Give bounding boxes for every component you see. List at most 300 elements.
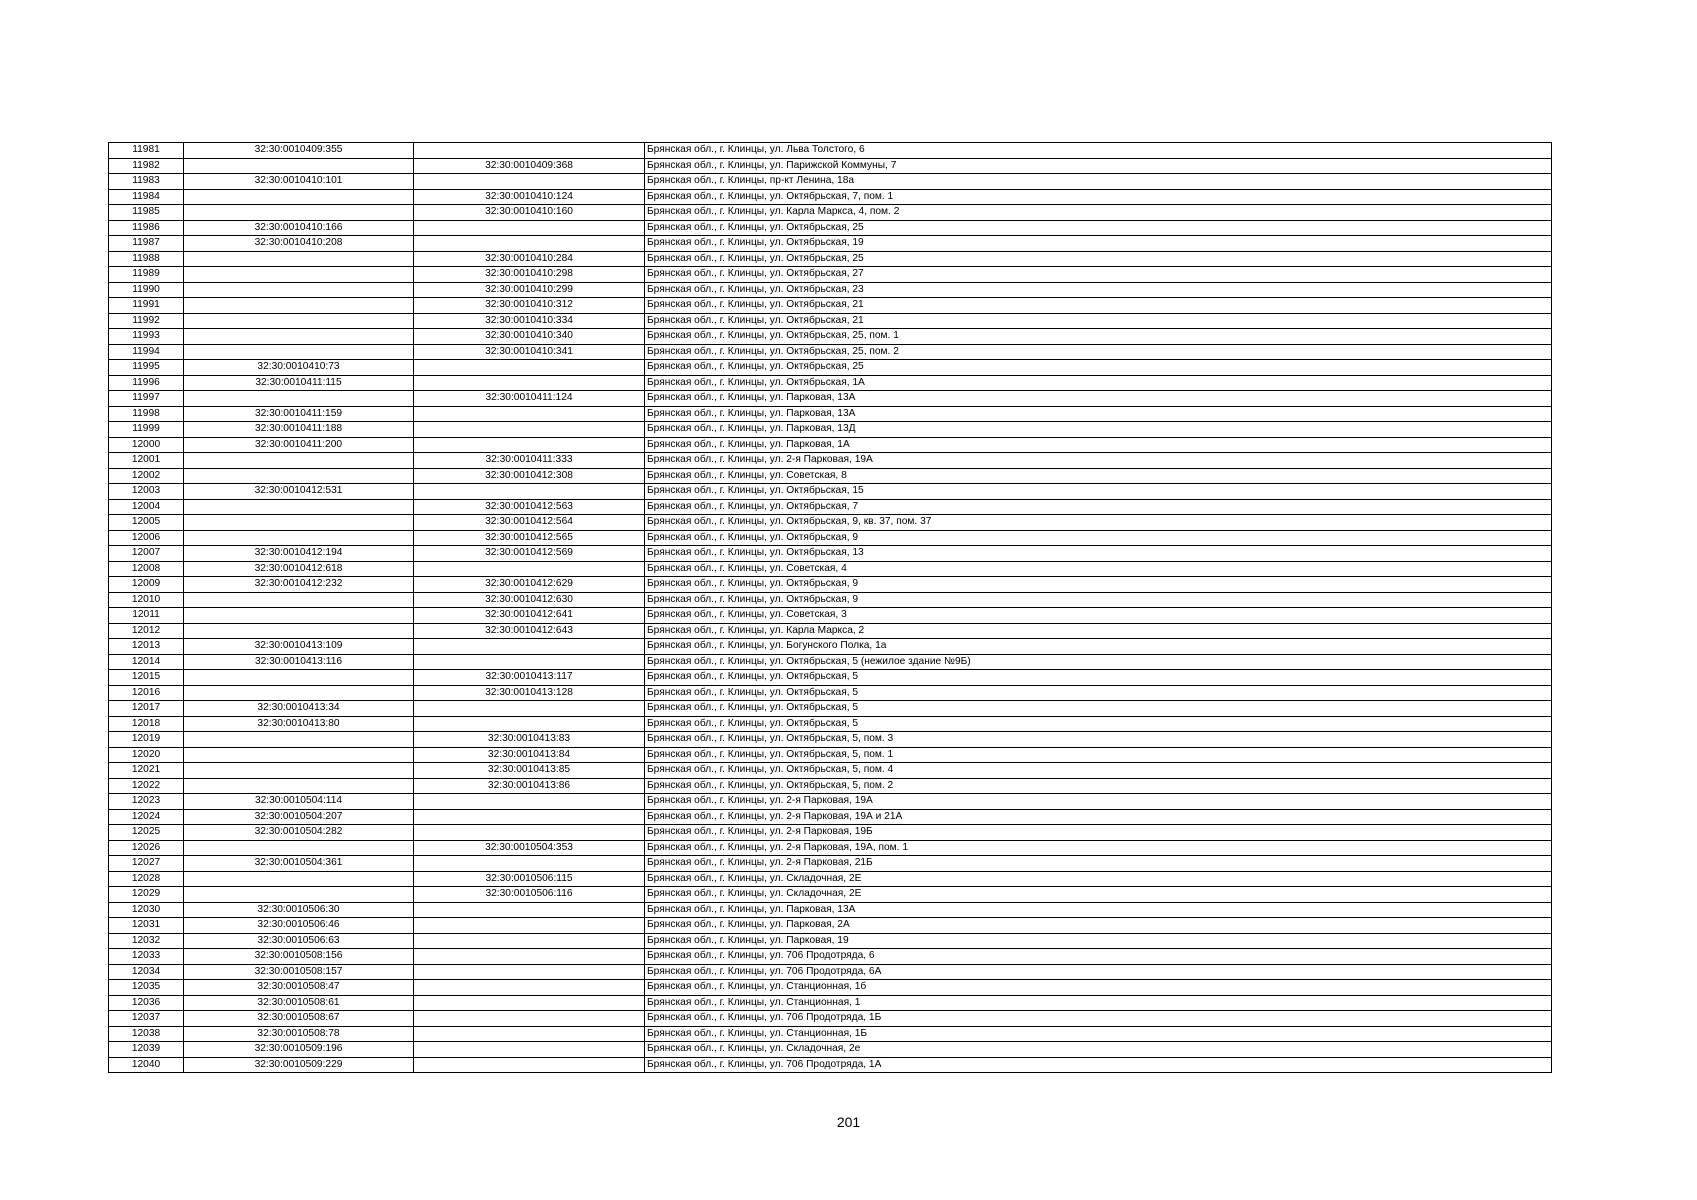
cadastral-number-cell: 32:30:0010410:101 <box>184 174 414 190</box>
cadastral-number-cell <box>184 468 414 484</box>
address-cell: Брянская обл., г. Клинцы, ул. Октябрьская, 25, пом. 1 <box>645 329 1552 345</box>
address-cell: Брянская обл., г. Клинцы, ул. Станционная, 1Б <box>645 1026 1552 1042</box>
cadastral-number-cell <box>184 670 414 686</box>
cadastral-number-cell <box>184 871 414 887</box>
address-cell: Брянская обл., г. Клинцы, ул. Октябрьская, 27 <box>645 267 1552 283</box>
cadastral-number-cell: 32:30:0010508:78 <box>184 1026 414 1042</box>
building-cadastral-number-cell <box>414 422 645 438</box>
cadastral-number-cell <box>184 251 414 267</box>
address-cell: Брянская обл., г. Клинцы, ул. Октябрьская, 5, пом. 4 <box>645 763 1552 779</box>
table-row <box>109 732 1552 748</box>
cadastral-number-cell <box>184 747 414 763</box>
building-cadastral-number-cell <box>414 716 645 732</box>
table-row <box>109 158 1552 174</box>
table-row <box>109 174 1552 190</box>
address-cell: Брянская обл., г. Клинцы, ул. Парковая, 2А <box>645 918 1552 934</box>
cadastral-number-cell: 32:30:0010410:73 <box>184 360 414 376</box>
address-cell: Брянская обл., г. Клинцы, ул. Октябрьская, 9 <box>645 577 1552 593</box>
row-number-cell: 12032 <box>109 933 184 949</box>
building-cadastral-number-cell: 32:30:0010411:333 <box>414 453 645 469</box>
row-number-cell: 12024 <box>109 809 184 825</box>
cadastral-number-cell: 32:30:0010413:116 <box>184 654 414 670</box>
row-number-cell: 12011 <box>109 608 184 624</box>
building-cadastral-number-cell: 32:30:0010413:84 <box>414 747 645 763</box>
building-cadastral-number-cell <box>414 654 645 670</box>
address-cell: Брянская обл., г. Клинцы, ул. Парковая, 13А <box>645 406 1552 422</box>
building-cadastral-number-cell <box>414 949 645 965</box>
building-cadastral-number-cell: 32:30:0010410:284 <box>414 251 645 267</box>
table-row <box>109 267 1552 283</box>
table-row <box>109 840 1552 856</box>
address-cell: Брянская обл., г. Клинцы, ул. Парковая, 13Д <box>645 422 1552 438</box>
building-cadastral-number-cell: 32:30:0010412:643 <box>414 623 645 639</box>
address-cell: Брянская обл., г. Клинцы, ул. 2-я Парковая, 19А и 21А <box>645 809 1552 825</box>
address-cell: Брянская обл., г. Клинцы, ул. 706 Продотряда, 1А <box>645 1057 1552 1073</box>
address-cell: Брянская обл., г. Клинцы, ул. Октябрьская, 15 <box>645 484 1552 500</box>
table-row <box>109 639 1552 655</box>
table-row <box>109 716 1552 732</box>
table-row <box>109 220 1552 236</box>
building-cadastral-number-cell: 32:30:0010410:341 <box>414 344 645 360</box>
address-cell: Брянская обл., г. Клинцы, ул. Станционная, 1 <box>645 995 1552 1011</box>
cadastral-number-cell: 32:30:0010411:159 <box>184 406 414 422</box>
row-number-cell: 11982 <box>109 158 184 174</box>
address-cell: Брянская обл., г. Клинцы, ул. Октябрьская, 21 <box>645 313 1552 329</box>
table-row <box>109 561 1552 577</box>
table-row <box>109 453 1552 469</box>
building-cadastral-number-cell <box>414 1042 645 1058</box>
cadastral-number-cell <box>184 840 414 856</box>
building-cadastral-number-cell: 32:30:0010410:312 <box>414 298 645 314</box>
address-cell: Брянская обл., г. Клинцы, ул. Октябрьская, 7, пом. 1 <box>645 189 1552 205</box>
table-row <box>109 701 1552 717</box>
cadastral-number-cell: 32:30:0010411:188 <box>184 422 414 438</box>
table-row <box>109 654 1552 670</box>
cadastral-number-cell: 32:30:0010412:531 <box>184 484 414 500</box>
table-row <box>109 205 1552 221</box>
building-cadastral-number-cell <box>414 902 645 918</box>
address-cell: Брянская обл., г. Клинцы, ул. 2-я Парковая, 21Б <box>645 856 1552 872</box>
cadastral-number-cell <box>184 592 414 608</box>
building-cadastral-number-cell <box>414 1011 645 1027</box>
table-row <box>109 778 1552 794</box>
table-row <box>109 546 1552 562</box>
address-cell: Брянская обл., г. Клинцы, ул. Богунского Полка, 1а <box>645 639 1552 655</box>
cadastral-number-cell <box>184 887 414 903</box>
row-number-cell: 12026 <box>109 840 184 856</box>
row-number-cell: 12036 <box>109 995 184 1011</box>
building-cadastral-number-cell: 32:30:0010506:116 <box>414 887 645 903</box>
row-number-cell: 12031 <box>109 918 184 934</box>
row-number-cell: 12021 <box>109 763 184 779</box>
row-number-cell: 12003 <box>109 484 184 500</box>
row-number-cell: 11988 <box>109 251 184 267</box>
table-row <box>109 282 1552 298</box>
table-row <box>109 437 1552 453</box>
address-cell: Брянская обл., г. Клинцы, ул. Октябрьская, 25 <box>645 220 1552 236</box>
building-cadastral-number-cell <box>414 995 645 1011</box>
building-cadastral-number-cell <box>414 484 645 500</box>
cadastral-number-cell: 32:30:0010413:80 <box>184 716 414 732</box>
row-number-cell: 12009 <box>109 577 184 593</box>
building-cadastral-number-cell <box>414 375 645 391</box>
table-row <box>109 375 1552 391</box>
cadastral-number-cell: 32:30:0010506:63 <box>184 933 414 949</box>
cadastral-number-cell: 32:30:0010508:156 <box>184 949 414 965</box>
cadastral-number-cell: 32:30:0010412:194 <box>184 546 414 562</box>
cadastral-number-cell: 32:30:0010413:34 <box>184 701 414 717</box>
cadastral-number-cell: 32:30:0010504:207 <box>184 809 414 825</box>
table-row <box>109 468 1552 484</box>
cadastral-number-cell <box>184 515 414 531</box>
address-cell: Брянская обл., г. Клинцы, ул. Октябрьская, 13 <box>645 546 1552 562</box>
building-cadastral-number-cell <box>414 918 645 934</box>
row-number-cell: 12035 <box>109 980 184 996</box>
row-number-cell: 11991 <box>109 298 184 314</box>
building-cadastral-number-cell: 32:30:0010411:124 <box>414 391 645 407</box>
row-number-cell: 11981 <box>109 143 184 159</box>
row-number-cell: 12034 <box>109 964 184 980</box>
address-cell: Брянская обл., г. Клинцы, ул. 706 Продотряда, 1Б <box>645 1011 1552 1027</box>
cadastral-number-cell <box>184 158 414 174</box>
address-cell: Брянская обл., г. Клинцы, ул. 2-я Парковая, 19А <box>645 453 1552 469</box>
cadastral-number-cell <box>184 282 414 298</box>
row-number-cell: 11993 <box>109 329 184 345</box>
table-row <box>109 887 1552 903</box>
building-cadastral-number-cell <box>414 437 645 453</box>
cadastral-number-cell: 32:30:0010509:196 <box>184 1042 414 1058</box>
cadastral-number-cell <box>184 453 414 469</box>
row-number-cell: 12017 <box>109 701 184 717</box>
row-number-cell: 11985 <box>109 205 184 221</box>
building-cadastral-number-cell: 32:30:0010410:340 <box>414 329 645 345</box>
building-cadastral-number-cell <box>414 809 645 825</box>
table-row <box>109 809 1552 825</box>
table-row <box>109 360 1552 376</box>
address-cell: Брянская обл., г. Клинцы, ул. Станционная, 1б <box>645 980 1552 996</box>
address-cell: Брянская обл., г. Клинцы, ул. Октябрьская, 5 <box>645 701 1552 717</box>
table-row <box>109 236 1552 252</box>
cadastral-number-cell: 32:30:0010508:67 <box>184 1011 414 1027</box>
row-number-cell: 12015 <box>109 670 184 686</box>
address-cell: Брянская обл., г. Клинцы, ул. Октябрьская, 25, пом. 2 <box>645 344 1552 360</box>
cadastral-number-cell: 32:30:0010504:282 <box>184 825 414 841</box>
cadastral-number-cell: 32:30:0010409:355 <box>184 143 414 159</box>
row-number-cell: 11996 <box>109 375 184 391</box>
address-cell: Брянская обл., г. Клинцы, ул. Советская, 8 <box>645 468 1552 484</box>
row-number-cell: 11997 <box>109 391 184 407</box>
row-number-cell: 12001 <box>109 453 184 469</box>
building-cadastral-number-cell: 32:30:0010412:629 <box>414 577 645 593</box>
table-row <box>109 499 1552 515</box>
cadastral-number-cell: 32:30:0010413:109 <box>184 639 414 655</box>
row-number-cell: 12010 <box>109 592 184 608</box>
table-row <box>109 577 1552 593</box>
building-cadastral-number-cell <box>414 360 645 376</box>
address-cell: Брянская обл., г. Клинцы, ул. Октябрьская, 5 <box>645 685 1552 701</box>
building-cadastral-number-cell <box>414 1057 645 1073</box>
address-cell: Брянская обл., г. Клинцы, ул. Льва Толстого, 6 <box>645 143 1552 159</box>
row-number-cell: 12004 <box>109 499 184 515</box>
building-cadastral-number-cell <box>414 964 645 980</box>
address-cell: Брянская обл., г. Клинцы, ул. Октябрьская, 5 <box>645 716 1552 732</box>
address-cell: Брянская обл., г. Клинцы, ул. Советская, 4 <box>645 561 1552 577</box>
table-row <box>109 592 1552 608</box>
cadastral-number-cell: 32:30:0010504:361 <box>184 856 414 872</box>
table-row <box>109 143 1552 159</box>
cadastral-number-cell <box>184 499 414 515</box>
row-number-cell: 12016 <box>109 685 184 701</box>
row-number-cell: 12008 <box>109 561 184 577</box>
building-cadastral-number-cell <box>414 933 645 949</box>
address-cell: Брянская обл., г. Клинцы, ул. Складочная, 2Е <box>645 871 1552 887</box>
building-cadastral-number-cell <box>414 143 645 159</box>
building-cadastral-number-cell: 32:30:0010410:124 <box>414 189 645 205</box>
building-cadastral-number-cell <box>414 639 645 655</box>
address-cell: Брянская обл., г. Клинцы, ул. Парковая, 13А <box>645 902 1552 918</box>
cadastral-number-cell: 32:30:0010412:232 <box>184 577 414 593</box>
row-number-cell: 12028 <box>109 871 184 887</box>
address-cell: Брянская обл., г. Клинцы, ул. Октябрьская, 5, пом. 3 <box>645 732 1552 748</box>
cadastral-number-cell: 32:30:0010504:114 <box>184 794 414 810</box>
row-number-cell: 11983 <box>109 174 184 190</box>
row-number-cell: 12002 <box>109 468 184 484</box>
building-cadastral-number-cell <box>414 1026 645 1042</box>
address-cell: Брянская обл., г. Клинцы, ул. Парковая, 19 <box>645 933 1552 949</box>
row-number-cell: 12000 <box>109 437 184 453</box>
row-number-cell: 11990 <box>109 282 184 298</box>
cadastral-number-cell <box>184 298 414 314</box>
cadastral-number-cell: 32:30:0010506:30 <box>184 902 414 918</box>
table-row <box>109 949 1552 965</box>
table-row <box>109 902 1552 918</box>
table-row <box>109 856 1552 872</box>
table-row <box>109 1011 1552 1027</box>
cadastral-number-cell <box>184 267 414 283</box>
address-cell: Брянская обл., г. Клинцы, ул. Карла Маркса, 4, пом. 2 <box>645 205 1552 221</box>
address-cell: Брянская обл., г. Клинцы, ул. Октябрьская, 9 <box>645 530 1552 546</box>
cadastral-number-cell: 32:30:0010410:208 <box>184 236 414 252</box>
building-cadastral-number-cell <box>414 220 645 236</box>
registry-table <box>108 142 1552 1073</box>
table-row <box>109 530 1552 546</box>
address-cell: Брянская обл., г. Клинцы, ул. Октябрьская, 19 <box>645 236 1552 252</box>
row-number-cell: 12039 <box>109 1042 184 1058</box>
row-number-cell: 12037 <box>109 1011 184 1027</box>
address-cell: Брянская обл., г. Клинцы, ул. 706 Продотряда, 6 <box>645 949 1552 965</box>
building-cadastral-number-cell: 32:30:0010412:641 <box>414 608 645 624</box>
cadastral-number-cell: 32:30:0010508:61 <box>184 995 414 1011</box>
address-cell: Брянская обл., г. Клинцы, ул. Складочная, 2Е <box>645 887 1552 903</box>
table-row <box>109 670 1552 686</box>
address-cell: Брянская обл., г. Клинцы, ул. 2-я Парковая, 19А <box>645 794 1552 810</box>
table-row <box>109 685 1552 701</box>
table-row <box>109 1057 1552 1073</box>
cadastral-number-cell: 32:30:0010508:47 <box>184 980 414 996</box>
cadastral-number-cell <box>184 685 414 701</box>
row-number-cell: 12013 <box>109 639 184 655</box>
building-cadastral-number-cell: 32:30:0010413:128 <box>414 685 645 701</box>
row-number-cell: 12030 <box>109 902 184 918</box>
address-cell: Брянская обл., г. Клинцы, ул. Октябрьская, 9 <box>645 592 1552 608</box>
table-row <box>109 391 1552 407</box>
table-row <box>109 406 1552 422</box>
table-row <box>109 298 1552 314</box>
row-number-cell: 12020 <box>109 747 184 763</box>
row-number-cell: 12027 <box>109 856 184 872</box>
cadastral-number-cell <box>184 623 414 639</box>
table-row <box>109 763 1552 779</box>
building-cadastral-number-cell: 32:30:0010410:160 <box>414 205 645 221</box>
building-cadastral-number-cell: 32:30:0010409:368 <box>414 158 645 174</box>
address-cell: Брянская обл., г. Клинцы, ул. 2-я Парковая, 19А, пом. 1 <box>645 840 1552 856</box>
table-row <box>109 825 1552 841</box>
row-number-cell: 11994 <box>109 344 184 360</box>
row-number-cell: 12005 <box>109 515 184 531</box>
table-row <box>109 747 1552 763</box>
building-cadastral-number-cell: 32:30:0010412:308 <box>414 468 645 484</box>
cadastral-number-cell: 32:30:0010506:46 <box>184 918 414 934</box>
building-cadastral-number-cell: 32:30:0010410:334 <box>414 313 645 329</box>
cadastral-number-cell <box>184 344 414 360</box>
building-cadastral-number-cell: 32:30:0010504:353 <box>414 840 645 856</box>
table-row <box>109 964 1552 980</box>
row-number-cell: 12012 <box>109 623 184 639</box>
address-cell: Брянская обл., г. Клинцы, ул. Советская, 3 <box>645 608 1552 624</box>
row-number-cell: 12007 <box>109 546 184 562</box>
address-cell: Брянская обл., г. Клинцы, ул. Октябрьская, 23 <box>645 282 1552 298</box>
address-cell: Брянская обл., г. Клинцы, ул. Складочная, 2е <box>645 1042 1552 1058</box>
row-number-cell: 11992 <box>109 313 184 329</box>
cadastral-number-cell <box>184 608 414 624</box>
table-row <box>109 980 1552 996</box>
cadastral-number-cell: 32:30:0010508:157 <box>184 964 414 980</box>
building-cadastral-number-cell <box>414 701 645 717</box>
address-cell: Брянская обл., г. Клинцы, ул. 2-я Парковая, 19Б <box>645 825 1552 841</box>
row-number-cell: 11998 <box>109 406 184 422</box>
address-cell: Брянская обл., г. Клинцы, ул. Октябрьская, 5 <box>645 670 1552 686</box>
building-cadastral-number-cell: 32:30:0010412:565 <box>414 530 645 546</box>
table-row <box>109 189 1552 205</box>
row-number-cell: 11987 <box>109 236 184 252</box>
registry-table-body <box>109 143 1552 1073</box>
row-number-cell: 12040 <box>109 1057 184 1073</box>
cadastral-number-cell <box>184 391 414 407</box>
row-number-cell: 12022 <box>109 778 184 794</box>
cadastral-number-cell: 32:30:0010411:115 <box>184 375 414 391</box>
table-row <box>109 422 1552 438</box>
building-cadastral-number-cell: 32:30:0010412:564 <box>414 515 645 531</box>
building-cadastral-number-cell: 32:30:0010412:563 <box>414 499 645 515</box>
building-cadastral-number-cell: 32:30:0010412:569 <box>414 546 645 562</box>
cadastral-number-cell <box>184 329 414 345</box>
table-row <box>109 623 1552 639</box>
address-cell: Брянская обл., г. Клинцы, ул. Октябрьская, 5, пом. 2 <box>645 778 1552 794</box>
table-row <box>109 329 1552 345</box>
table-row <box>109 871 1552 887</box>
cadastral-number-cell: 32:30:0010412:618 <box>184 561 414 577</box>
table-row <box>109 1042 1552 1058</box>
row-number-cell: 12019 <box>109 732 184 748</box>
table-row <box>109 1026 1552 1042</box>
table-row <box>109 515 1552 531</box>
building-cadastral-number-cell: 32:30:0010413:117 <box>414 670 645 686</box>
building-cadastral-number-cell <box>414 406 645 422</box>
row-number-cell: 12018 <box>109 716 184 732</box>
cadastral-number-cell <box>184 778 414 794</box>
row-number-cell: 12025 <box>109 825 184 841</box>
table-row <box>109 995 1552 1011</box>
table-row <box>109 251 1552 267</box>
row-number-cell: 12006 <box>109 530 184 546</box>
building-cadastral-number-cell <box>414 174 645 190</box>
building-cadastral-number-cell: 32:30:0010506:115 <box>414 871 645 887</box>
page-number: 201 <box>836 1114 861 1130</box>
building-cadastral-number-cell <box>414 794 645 810</box>
table-row <box>109 794 1552 810</box>
registry-table-wrapper <box>108 142 1552 1073</box>
cadastral-number-cell <box>184 732 414 748</box>
row-number-cell: 11989 <box>109 267 184 283</box>
table-row <box>109 344 1552 360</box>
cadastral-number-cell <box>184 205 414 221</box>
building-cadastral-number-cell: 32:30:0010413:85 <box>414 763 645 779</box>
table-row <box>109 608 1552 624</box>
row-number-cell: 12029 <box>109 887 184 903</box>
row-number-cell: 11999 <box>109 422 184 438</box>
cadastral-number-cell: 32:30:0010410:166 <box>184 220 414 236</box>
row-number-cell: 12023 <box>109 794 184 810</box>
address-cell: Брянская обл., г. Клинцы, ул. Октябрьская, 21 <box>645 298 1552 314</box>
cadastral-number-cell: 32:30:0010509:229 <box>184 1057 414 1073</box>
table-row <box>109 918 1552 934</box>
building-cadastral-number-cell: 32:30:0010412:630 <box>414 592 645 608</box>
row-number-cell: 11986 <box>109 220 184 236</box>
table-row <box>109 313 1552 329</box>
cadastral-number-cell: 32:30:0010411:200 <box>184 437 414 453</box>
address-cell: Брянская обл., г. Клинцы, ул. Карла Маркса, 2 <box>645 623 1552 639</box>
address-cell: Брянская обл., г. Клинцы, ул. Октябрьская, 25 <box>645 360 1552 376</box>
address-cell: Брянская обл., г. Клинцы, ул. Октябрьская, 25 <box>645 251 1552 267</box>
building-cadastral-number-cell <box>414 980 645 996</box>
address-cell: Брянская обл., г. Клинцы, ул. Парижской Коммуны, 7 <box>645 158 1552 174</box>
building-cadastral-number-cell <box>414 825 645 841</box>
row-number-cell: 11995 <box>109 360 184 376</box>
address-cell: Брянская обл., г. Клинцы, ул. 706 Продотряда, 6А <box>645 964 1552 980</box>
table-row <box>109 484 1552 500</box>
cadastral-number-cell <box>184 763 414 779</box>
building-cadastral-number-cell <box>414 236 645 252</box>
row-number-cell: 12014 <box>109 654 184 670</box>
building-cadastral-number-cell <box>414 856 645 872</box>
row-number-cell: 11984 <box>109 189 184 205</box>
address-cell: Брянская обл., г. Клинцы, ул. Октябрьская, 5 (нежилое здание №9Б) <box>645 654 1552 670</box>
building-cadastral-number-cell: 32:30:0010413:83 <box>414 732 645 748</box>
address-cell: Брянская обл., г. Клинцы, ул. Октябрьская, 5, пом. 1 <box>645 747 1552 763</box>
address-cell: Брянская обл., г. Клинцы, ул. Октябрьская, 1А <box>645 375 1552 391</box>
address-cell: Брянская обл., г. Клинцы, ул. Парковая, 1А <box>645 437 1552 453</box>
address-cell: Брянская обл., г. Клинцы, ул. Парковая, 13А <box>645 391 1552 407</box>
cadastral-number-cell <box>184 189 414 205</box>
row-number-cell: 12033 <box>109 949 184 965</box>
row-number-cell: 12038 <box>109 1026 184 1042</box>
address-cell: Брянская обл., г. Клинцы, ул. Октябрьская, 9, кв. 37, пом. 37 <box>645 515 1552 531</box>
building-cadastral-number-cell: 32:30:0010410:298 <box>414 267 645 283</box>
building-cadastral-number-cell <box>414 561 645 577</box>
building-cadastral-number-cell: 32:30:0010410:299 <box>414 282 645 298</box>
address-cell: Брянская обл., г. Клинцы, пр-кт Ленина, 18а <box>645 174 1552 190</box>
cadastral-number-cell <box>184 313 414 329</box>
